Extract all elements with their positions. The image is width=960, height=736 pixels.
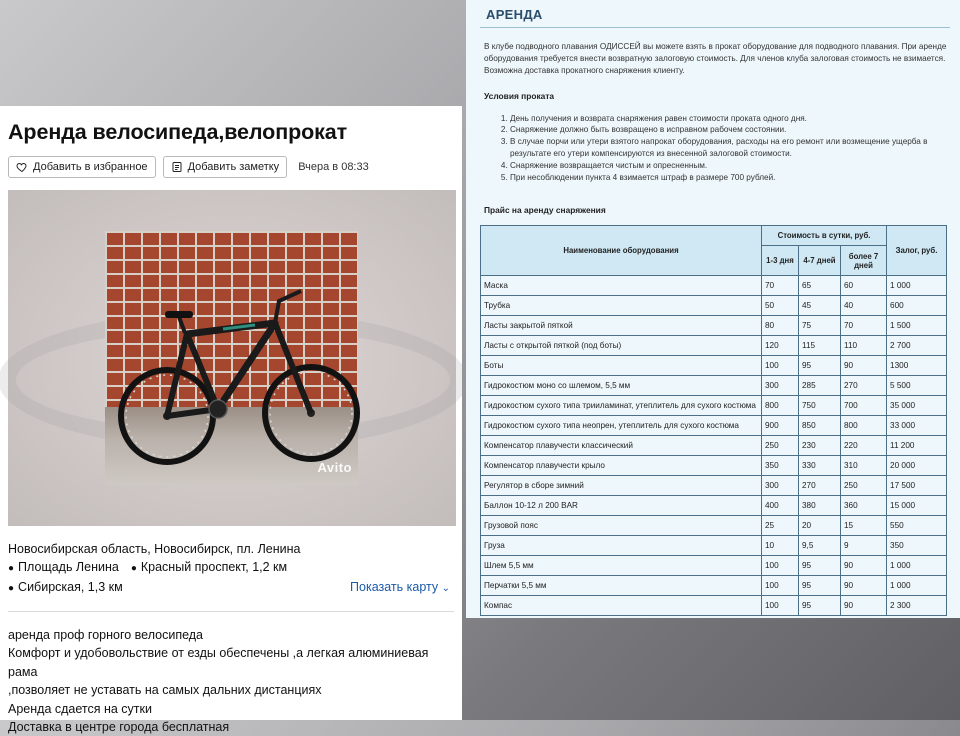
show-map-label: Показать карту [350, 580, 439, 594]
equipment-name-cell: Грузовой пояс [481, 516, 762, 536]
price-1-3-days-cell: 80 [762, 316, 799, 336]
price-7-plus-days-cell: 60 [841, 276, 887, 296]
conditions-title: Условия проката [484, 90, 555, 101]
price-7-plus-days-cell: 90 [841, 356, 887, 376]
table-row [481, 296, 947, 316]
table-row [481, 416, 947, 436]
price-7-plus-days-cell: 40 [841, 296, 887, 316]
deposit-cell: 1 000 [887, 556, 947, 576]
table-row [481, 556, 947, 576]
price-1-3-days-cell: 100 [762, 576, 799, 596]
equipment-name-cell: Гидрокостюм сухого типа трииламинат, утеплитель для сухого костюма [481, 396, 762, 416]
equipment-name-cell: Боты [481, 356, 762, 376]
price-1-3-days-cell: 800 [762, 396, 799, 416]
price-7-plus-days-cell: 110 [841, 336, 887, 356]
price-7-plus-days-cell: 70 [841, 316, 887, 336]
price-title: Прайс на аренду снаряжения [484, 205, 606, 216]
table-row [481, 376, 947, 396]
price-7-plus-days-cell: 90 [841, 596, 887, 616]
equipment-name-cell: Компас [481, 596, 762, 616]
price-1-3-days-cell: 100 [762, 356, 799, 376]
table-row [481, 576, 947, 596]
description-line: аренда проф горного велосипеда [8, 628, 204, 642]
price-4-7-days-cell: 20 [799, 516, 841, 536]
condition-item: 5. При несоблюдении пункта 4 взимается штраф в размере 700 рублей. [510, 172, 950, 184]
equipment-name-cell: Груза [481, 536, 762, 556]
equipment-name-cell: Ласты закрытой пяткой [481, 316, 762, 336]
price-4-7-days-cell: 115 [799, 336, 841, 356]
listing-address: Новосибирская область, Новосибирск, пл. Ленина [8, 542, 301, 556]
equipment-name-cell: Компенсатор плавучести классический [481, 436, 762, 456]
metro-station: ● Площадь Ленина [8, 558, 119, 578]
price-4-7-days-cell: 95 [799, 556, 841, 576]
table-row [481, 436, 947, 456]
avito-watermark: Avito [317, 460, 352, 475]
price-4-7-days-cell: 45 [799, 296, 841, 316]
table-row [481, 316, 947, 336]
price-table-body [481, 276, 947, 616]
deposit-cell: 15 000 [887, 496, 947, 516]
price-4-7-days-cell: 330 [799, 456, 841, 476]
col-header-cost: Стоимость в сутки, руб. [762, 226, 887, 246]
add-note-label: Добавить заметку [187, 161, 280, 173]
heart-icon [16, 161, 28, 173]
price-7-plus-days-cell: 220 [841, 436, 887, 456]
price-1-3-days-cell: 900 [762, 416, 799, 436]
deposit-cell: 1 000 [887, 576, 947, 596]
col-header-name: Наименование оборудования [481, 226, 762, 276]
price-7-plus-days-cell: 9 [841, 536, 887, 556]
deposit-cell: 550 [887, 516, 947, 536]
price-1-3-days-cell: 300 [762, 376, 799, 396]
equipment-name-cell: Гидрокостюм сухого типа неопрен, утеплитель для сухого костюма [481, 416, 762, 436]
chevron-down-icon: ⌄ [441, 583, 450, 594]
divider [8, 611, 454, 612]
deposit-cell: 17 500 [887, 476, 947, 496]
price-7-plus-days-cell: 700 [841, 396, 887, 416]
deposit-cell: 35 000 [887, 396, 947, 416]
col-header-deposit: Залог, руб. [887, 226, 947, 276]
table-row [481, 476, 947, 496]
price-7-plus-days-cell: 360 [841, 496, 887, 516]
condition-item: 4. Снаряжение возвращается чистым и опресненным. [510, 160, 950, 172]
condition-item: 1. День получения и возврата снаряжения равен стоимости проката одного дня. [510, 113, 950, 125]
table-row [481, 516, 947, 536]
condition-item: 2. Снаряжение должно быть возвращено в исправном рабочем состоянии. [510, 124, 950, 136]
deposit-cell: 2 700 [887, 336, 947, 356]
price-1-3-days-cell: 250 [762, 436, 799, 456]
equipment-name-cell: Регулятор в сборе зимний [481, 476, 762, 496]
price-1-3-days-cell: 400 [762, 496, 799, 516]
deposit-cell: 11 200 [887, 436, 947, 456]
price-4-7-days-cell: 9,5 [799, 536, 841, 556]
price-7-plus-days-cell: 250 [841, 476, 887, 496]
description-line: Доставка в центре города бесплатная [8, 720, 230, 735]
price-1-3-days-cell: 100 [762, 596, 799, 616]
listing-actions [8, 156, 454, 178]
price-4-7-days-cell: 380 [799, 496, 841, 516]
table-header-row [481, 226, 947, 246]
rental-header [480, 0, 950, 28]
rental-intro: В клубе подводного плавания ОДИССЕЙ вы можете взять в прокат оборудование для подводного плавания. При аренде оборудования требуется внести возвратную залоговую стоимость. Для членов клуба залоговая стоимость не взимается. Возможна доставка прокатного снаряжения клиенту. [484, 42, 947, 76]
price-4-7-days-cell: 65 [799, 276, 841, 296]
posted-time: Вчера в 08:33 [298, 161, 369, 173]
price-7-plus-days-cell: 90 [841, 576, 887, 596]
metro-station: ● Сибирская, 1,3 км [8, 578, 123, 598]
table-row [481, 396, 947, 416]
price-4-7-days-cell: 285 [799, 376, 841, 396]
equipment-name-cell: Шлем 5,5 мм [481, 556, 762, 576]
price-4-7-days-cell: 95 [799, 356, 841, 376]
condition-item: 3. В случае порчи или утери взятого напрокат оборудования, расходы на его ремонт или возмещение ущерба в результате его утери компенсируются из внесенной залоговой стоимости. [510, 136, 950, 160]
conditions-list [480, 113, 950, 184]
table-row [481, 536, 947, 556]
price-7-plus-days-cell: 270 [841, 376, 887, 396]
price-1-3-days-cell: 10 [762, 536, 799, 556]
price-1-3-days-cell: 100 [762, 556, 799, 576]
description-line: ,позволяет не уставать на самых дальних дистанциях [8, 683, 322, 698]
col-header-days-1-3: 1-3 дня [762, 246, 799, 276]
description-line: Аренда сдается на сутки [8, 701, 152, 716]
deposit-cell: 1 500 [887, 316, 947, 336]
deposit-cell: 350 [887, 536, 947, 556]
price-7-plus-days-cell: 800 [841, 416, 887, 436]
price-7-plus-days-cell: 310 [841, 456, 887, 476]
deposit-cell: 1300 [887, 356, 947, 376]
price-4-7-days-cell: 95 [799, 596, 841, 616]
price-1-3-days-cell: 50 [762, 296, 799, 316]
price-1-3-days-cell: 350 [762, 456, 799, 476]
equipment-name-cell: Трубка [481, 296, 762, 316]
deposit-cell: 5 500 [887, 376, 947, 396]
deposit-cell: 33 000 [887, 416, 947, 436]
add-note-button[interactable] [163, 156, 288, 178]
table-row [481, 356, 947, 376]
deposit-cell: 1 000 [887, 276, 947, 296]
price-1-3-days-cell: 25 [762, 516, 799, 536]
price-1-3-days-cell: 70 [762, 276, 799, 296]
deposit-cell: 600 [887, 296, 947, 316]
price-1-3-days-cell: 120 [762, 336, 799, 356]
note-icon [171, 161, 183, 173]
rental-page-panel [466, 0, 960, 618]
equipment-name-cell: Ласты с открытой пяткой (под боты) [481, 336, 762, 356]
price-table [480, 225, 947, 616]
add-to-favorites-label: Добавить в избранное [33, 161, 148, 173]
col-header-days-4-7: 4-7 дней [799, 246, 841, 276]
deposit-cell: 20 000 [887, 456, 947, 476]
metro-stations [8, 558, 454, 578]
equipment-name-cell: Маска [481, 276, 762, 296]
price-1-3-days-cell: 300 [762, 476, 799, 496]
equipment-name-cell: Перчатки 5,5 мм [481, 576, 762, 596]
metro-station: ● Красный проспект, 1,2 км [131, 558, 287, 578]
price-4-7-days-cell: 230 [799, 436, 841, 456]
price-4-7-days-cell: 75 [799, 316, 841, 336]
table-row [481, 276, 947, 296]
listing-description [8, 626, 454, 736]
table-row [481, 336, 947, 356]
equipment-name-cell: Баллон 10-12 л 200 BAR [481, 496, 762, 516]
bicycle-photo[interactable] [105, 231, 358, 485]
add-to-favorites-button[interactable] [8, 156, 156, 178]
avito-listing-panel [0, 106, 462, 735]
price-7-plus-days-cell: 90 [841, 556, 887, 576]
listing-photo-gallery[interactable] [8, 190, 456, 526]
price-4-7-days-cell: 850 [799, 416, 841, 436]
table-row [481, 496, 947, 516]
price-7-plus-days-cell: 15 [841, 516, 887, 536]
col-header-days-7-plus: более 7 дней [841, 246, 887, 276]
description-line: Комфорт и удобовольствие от езды обеспечены ,а легкая алюминиевая рама [8, 646, 429, 679]
bicycle-image [105, 231, 358, 485]
table-row [481, 596, 947, 616]
table-row [481, 456, 947, 476]
listing-title: Аренда велосипеда,велопрокат [8, 120, 348, 144]
equipment-name-cell: Компенсатор плавучести крыло [481, 456, 762, 476]
price-4-7-days-cell: 750 [799, 396, 841, 416]
price-4-7-days-cell: 95 [799, 576, 841, 596]
rental-header-title: АРЕНДА [486, 7, 543, 22]
price-4-7-days-cell: 270 [799, 476, 841, 496]
deposit-cell: 2 300 [887, 596, 947, 616]
metro-stations-row-2 [8, 578, 454, 598]
show-map-link[interactable] [350, 578, 454, 598]
equipment-name-cell: Гидрокостюм моно со шлемом, 5,5 мм [481, 376, 762, 396]
